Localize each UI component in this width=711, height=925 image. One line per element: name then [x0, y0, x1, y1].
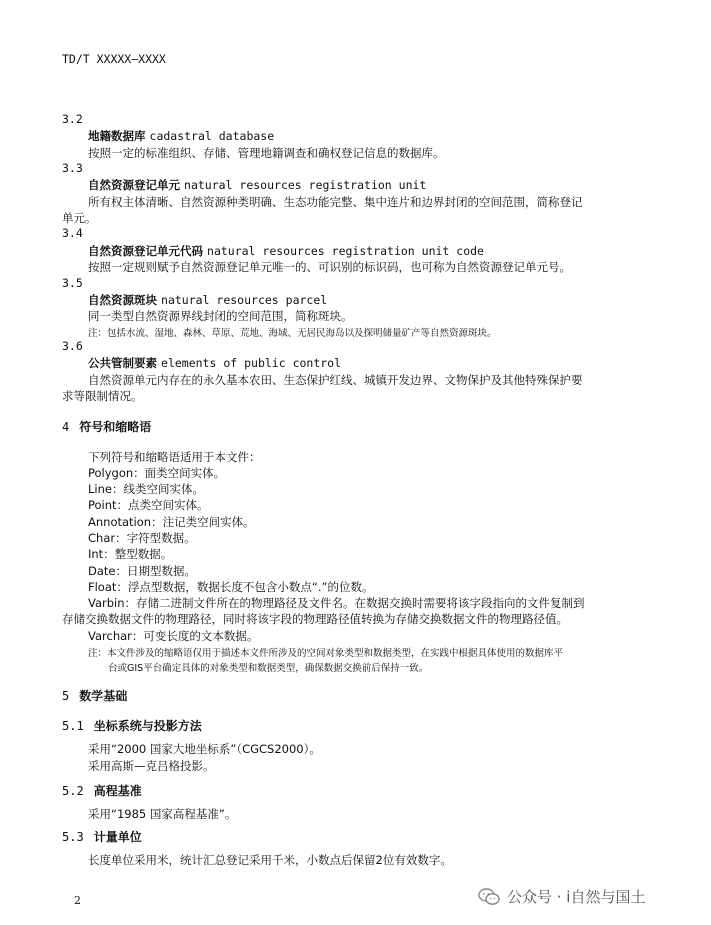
clause-number: 3.2 — [62, 112, 83, 126]
section-heading: 4 符号和缩略语 — [62, 420, 152, 434]
note: 注：包括水流、湿地、森林、草原、荒地、海域、无居民海岛以及探明储量矿产等自然资源斑块。 — [88, 328, 497, 339]
note-cont: 台或GIS平台确定具体的对象类型和数据类型，确保数据交换前后保持一致。 — [108, 663, 429, 674]
paragraph: 采用“1985 国家高程基准”。 — [88, 807, 237, 821]
wechat-icon — [478, 888, 500, 906]
definition: 自然资源单元内存在的永久基本农田、生态保护红线、城镇开发边界、文物保护及其他特殊保护要 — [88, 373, 583, 387]
section-heading: 5 数学基础 — [62, 689, 128, 703]
term: 自然资源登记单元代码 natural resources registration unit code — [88, 244, 484, 258]
definition: 按照一定规则赋予自然资源登记单元唯一的、可识别的标识码，也可称为自然资源登记单元号。 — [88, 260, 571, 274]
paragraph: 采用高斯—克吕格投影。 — [88, 759, 215, 773]
clause-number: 3.6 — [62, 339, 83, 353]
list-item: Annotation：注记类空间实体。 — [88, 515, 255, 529]
definition-cont: 求等限制情况。 — [62, 389, 143, 403]
paragraph: 长度单位采用米，统计汇总登记采用千米，小数点后保留2位有效数字。 — [88, 853, 452, 867]
document-code: TD/T XXXXX—XXXX — [62, 52, 166, 66]
term: 地籍数据库 cadastral database — [88, 129, 275, 143]
subsection-heading: 5.1 坐标系统与投影方法 — [62, 719, 202, 733]
intro: 下列符号和缩略语适用于本文件： — [88, 450, 261, 464]
clause-number: 3.4 — [62, 226, 83, 240]
watermark — [478, 886, 645, 907]
term: 公共管制要素 elements of public control — [88, 356, 342, 370]
watermark-text: 公众号 · i自然与国土 — [507, 888, 646, 906]
paragraph: 采用“2000 国家大地坐标系”（CGCS2000）。 — [88, 742, 321, 756]
subsection-heading: 5.2 高程基准 — [62, 784, 142, 798]
list-item: Int：整型数据。 — [88, 547, 173, 561]
term: 自然资源斑块 natural resources parcel — [88, 293, 328, 307]
list-item: Polygon：面类空间实体。 — [88, 466, 226, 480]
list-item-cont: 存储交换数据文件的物理路径，同时将该字段的物理路径值转换为存储交换数据文件的物理路径值。 — [62, 612, 568, 626]
definition: 按照一定的标准组织、存储、管理地籍调查和确权登记信息的数据库。 — [88, 146, 445, 160]
list-item: Float：浮点型数据，数据长度不包含小数点“.”的位数。 — [88, 580, 374, 594]
clause-number: 3.3 — [62, 161, 83, 175]
list-item: Varchar：可变长度的文本数据。 — [88, 629, 259, 643]
list-item: Line：线类空间实体。 — [88, 482, 204, 496]
list-item: Char：字符型数据。 — [88, 531, 196, 545]
term: 自然资源登记单元 natural resources registration unit — [88, 178, 427, 192]
definition: 同一类型自然资源界线封闭的空间范围，简称斑块。 — [88, 309, 353, 323]
list-item: Varbin：存储二进制文件所在的物理路径及文件名。在数据交换时需要将该字段指向的文件复制到 — [88, 596, 585, 610]
clause-number: 3.5 — [62, 276, 83, 290]
page-number: 2 — [74, 894, 81, 907]
subsection-heading: 5.3 计量单位 — [62, 830, 142, 844]
list-item: Date：日期型数据。 — [88, 564, 196, 578]
note: 注：本文件涉及的缩略语仅用于描述本文件所涉及的空间对象类型和数据类型，在实践中根据具体使用的数据库平 — [88, 648, 564, 659]
definition-cont: 单元。 — [62, 211, 97, 225]
list-item: Point：点类空间实体。 — [88, 498, 209, 512]
definition: 所有权主体清晰、自然资源种类明确、生态功能完整、集中连片和边界封闭的空间范围，简称登记 — [88, 195, 583, 209]
